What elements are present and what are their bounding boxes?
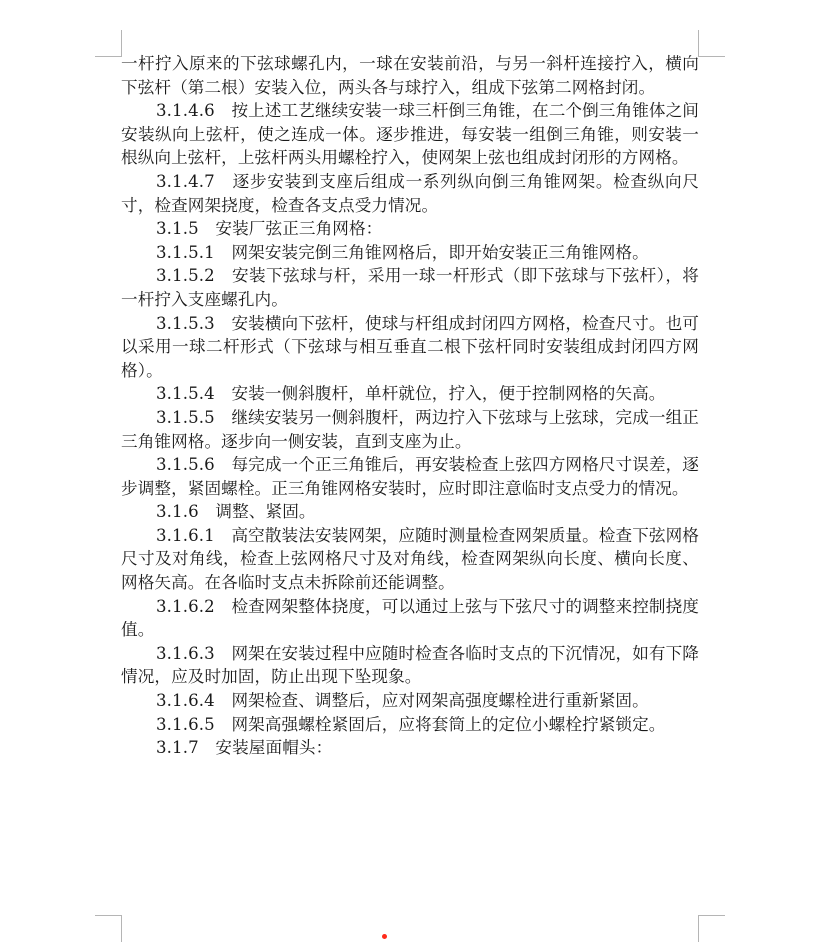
red-dot-marker	[382, 934, 387, 939]
crop-mark-top-left	[95, 30, 122, 57]
paragraph: 3.1.4.6 按上述工艺继续安装一球三杆倒三角锥，在二个倒三角锥体之间安装纵向上弦杆，使之连成一体。逐步推进，每安装一组倒三角锥，则安装一根纵向上弦杆，上弦杆两头用螺栓拧入，使网架上弦也组成封闭形的方网格。	[121, 101, 699, 168]
section-heading: 3.1.7 安装屋面帽头：	[156, 738, 333, 758]
paragraph: 一杆拧入原来的下弦球螺孔内，一球在安装前沿，与另一斜杆连接拧入，横向下弦杆（第二根）安装入位，两头各与球拧入，组成下弦第二网格封闭。	[121, 54, 699, 97]
document-body	[121, 52, 699, 760]
paragraph: 3.1.6.1 高空散装法安装网架，应随时测量检查网架质量。检查下弦网格尺寸及对角线，检查上弦网格尺寸及对角线，检查网架纵向长度、横向长度、网格矢高。在各临时支点未拆除前还能调整。	[121, 525, 699, 593]
paragraph: 3.1.4.7 逐步安装到支座后组成一系列纵向倒三角锥网架。检查纵向尺寸，检查网架挠度，检查各支点受力情况。	[121, 171, 699, 215]
paragraph: 3.1.5.3 安装横向下弦杆，使球与杆组成封闭四方网格，检查尺寸。也可以采用一球二杆形式（下弦球与相互垂直二根下弦杆同时安装组成封闭四方网格）。	[121, 313, 699, 380]
crop-mark-bottom-left	[95, 915, 122, 942]
paragraph: 3.1.5.6 每完成一个正三角锥后，再安装检查上弦四方网格尺寸误差，逐步调整，紧固螺栓。正三角锥网格安装时，应时即注意临时支点受力的情况。	[121, 455, 699, 498]
section-heading: 3.1.6 调整、紧固。	[156, 502, 316, 522]
crop-mark-top-right	[698, 30, 725, 57]
paragraph: 3.1.5.4 安装一侧斜腹杆，单杆就位，拧入，便于控制网格的矢高。	[156, 384, 666, 404]
paragraph: 3.1.5.2 安装下弦球与杆，采用一球一杆形式（即下弦球与下弦杆），将一杆拧入支座螺孔内。	[121, 266, 699, 309]
paragraph: 3.1.6.3 网架在安装过程中应随时检查各临时支点的下沉情况，如有下降情况，应及时加固，防止出现下坠现象。	[121, 643, 699, 687]
section-heading: 3.1.5 安装厂弦正三角网格：	[156, 219, 383, 239]
crop-mark-bottom-right	[698, 915, 725, 942]
paragraph: 3.1.5.1 网架安装完倒三角锥网格后，即开始安装正三角锥网格。	[156, 242, 649, 262]
paragraph: 3.1.5.5 继续安装另一侧斜腹杆，两边拧入下弦球与上弦球，完成一组正三角锥网格。逐步向一侧安装，直到支座为止。	[121, 407, 699, 451]
paragraph: 3.1.6.2 检查网架整体挠度，可以通过上弦与下弦尺寸的调整来控制挠度值。	[121, 596, 699, 640]
paragraph: 3.1.6.4 网架检查、调整后，应对网架高强度螺栓进行重新紧固。	[156, 691, 649, 711]
paragraph: 3.1.6.5 网架高强螺栓紧固后，应将套筒上的定位小螺栓拧紧锁定。	[156, 714, 666, 734]
